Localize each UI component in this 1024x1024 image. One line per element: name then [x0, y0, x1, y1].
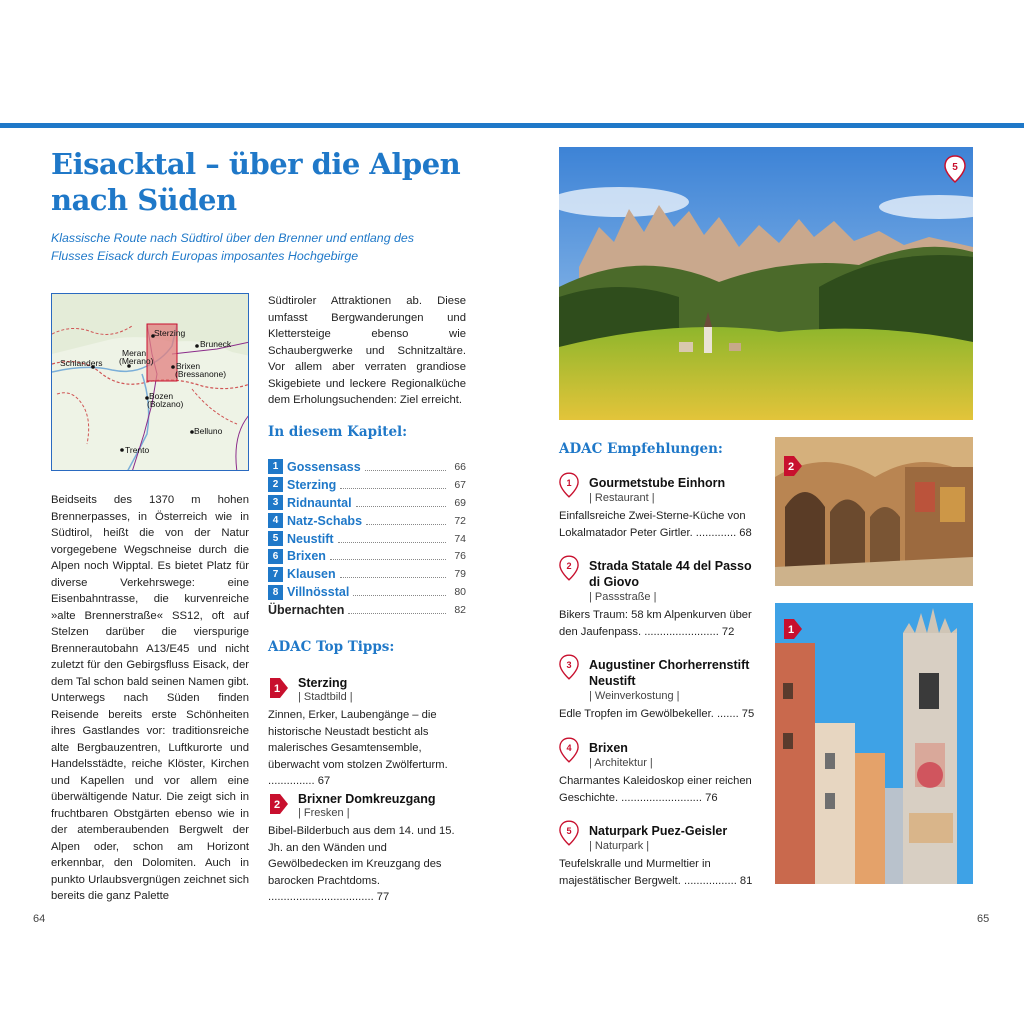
pin-number: 3 [566, 659, 572, 670]
red-arrow-marker-icon [782, 615, 804, 643]
recommendation-description: Bikers Traum: 58 km Alpenkurven über den Jaufenpass. ........................ 72 [559, 609, 752, 638]
toc-item[interactable] [268, 494, 466, 512]
toc-number-badge: 5 [268, 531, 283, 546]
toc-page-number: 82 [454, 604, 466, 617]
toc-item-name: Ridnauntal [287, 495, 352, 510]
toc-item[interactable] [268, 530, 466, 548]
toc-page-number: 76 [454, 550, 466, 563]
tip-description: Bibel-Bilderbuch aus dem 14. und 15. Jh. an den Wänden und Gewölbedecken im Kreuzgang des barocken Prachtdoms. .................................. 77 [268, 825, 455, 903]
toc-item-name: Sterzing [287, 477, 337, 492]
toc-item[interactable] [268, 547, 466, 565]
map-label-sterzing: Sterzing [154, 328, 186, 338]
map-label-belluno: Belluno [194, 426, 223, 436]
toc-leader-dots [365, 463, 446, 471]
recommendation-description: Charmantes Kaleidoskop einer reichen Geschichte. .......................... 76 [559, 775, 752, 804]
map-pin-marker-icon [559, 555, 579, 581]
map-pin-marker-icon [944, 155, 966, 183]
recommendation-name: Brixen [589, 741, 628, 755]
toc-page-number: 66 [454, 460, 466, 473]
photo-marker-number: 1 [787, 624, 795, 636]
tip-description: Zinnen, Erker, Laubengänge – die historische Neustadt besticht als malerisches Gesamtensemble, überwacht vom stolzen Zwölferturm. ............... 67 [268, 709, 448, 787]
red-arrow-marker-icon [782, 452, 804, 480]
pin-number: 1 [566, 477, 572, 488]
toc-leader-dots [348, 606, 446, 614]
map-label-schlanders: Schlanders [60, 358, 103, 368]
red-arrow-marker-icon [268, 790, 290, 818]
map-label-bozen: Bozen [149, 391, 174, 401]
toc-number-badge: 4 [268, 513, 283, 528]
toc-number-badge: 6 [268, 549, 283, 564]
toc-page-number: 80 [454, 586, 466, 599]
toc-item-name: Übernachten [268, 603, 345, 618]
top-rule [0, 123, 1024, 128]
toc-leader-dots [356, 499, 446, 507]
toc-item-name: Villnösstal [287, 585, 350, 600]
toc-leader-dots [340, 570, 446, 578]
map-pin-marker-icon [559, 654, 579, 680]
recommendation-name: Strada Statale 44 del Passo di Giovo [589, 559, 752, 589]
intro-text-col2: Südtiroler Attraktionen ab. Diese umfasst Bergwanderungen und Klettersteige ebenso wie Schaubergwerke und Schnitzaltäre. Vor allem aber verraten grandiose Skigebiete und leckere Regionalküche dem Erholungsuchenden: Ziel erreicht. [268, 295, 466, 406]
tip-marker-number: 1 [273, 683, 281, 695]
toc-page-number: 72 [454, 514, 466, 527]
toc-number-badge: 3 [268, 495, 283, 510]
recommendation-name: Augustiner Chorherrenstift Neustift [589, 658, 750, 688]
region-map [51, 293, 249, 471]
toc-item-name: Neustift [287, 531, 334, 546]
pin-number: 5 [952, 162, 958, 173]
toc-page-number: 74 [454, 532, 466, 545]
tips-heading: ADAC Top Tipps: [268, 639, 395, 655]
zwoelferturm-photo [775, 603, 973, 884]
page-subtitle: Klassische Route nach Südtirol über den Brenner und entlang des Flusses Eisack durch Europas imposantes Hochgebirge [51, 231, 415, 263]
map-pin-marker-icon [559, 820, 579, 846]
map-label-bressanone: (Bressanone) [175, 369, 227, 379]
page-number-right: 65 [977, 913, 990, 925]
map-label-bruneck: Bruneck [200, 339, 232, 349]
red-arrow-marker-icon [268, 674, 290, 702]
recommendation-description: Teufelskralle und Murmeltier in majestätischer Bergwelt. ................. 81 [559, 858, 753, 887]
map-pin-marker-icon [559, 737, 579, 763]
tip-category: | Fresken | [298, 807, 350, 819]
photo-marker-number: 2 [787, 461, 795, 473]
toc-item-name: Klausen [287, 567, 336, 582]
recommendation-category: | Passstraße | [589, 591, 657, 603]
dolomites-photo [559, 147, 973, 420]
toc-item[interactable] [268, 512, 466, 530]
toc-leader-dots [353, 588, 446, 596]
recommendations-heading: ADAC Empfehlungen: [559, 441, 723, 457]
intro-text-col1: Beidseits des 1370 m hohen Brennerpasses, in Österreich wie in Südtirol, heißt die von der Natur vorgegebene Wegschneise durch die Alpen noch Wipptal. Es bietet Platz für diverse Verkehrswege: eine Eisenbahntrasse, die kurvenreiche »alte Brennerstraße« SS12, oft auf Stelzen darüber die vierspurige Brennerautobahn A13/E45 und nicht zuletzt für den Gebirgsfluss Eisack, der dem Tal schon bald seinen Namen gibt. Unterwegs nach Süden finden Reisende bereits erste Schönheiten ihres Gastlandes vor: traditionsreiche alte Bergbauzentren, Luftkurorte und Handelsstädte, reiche Klöster, Kirchen und Kapellen und vor allem eine überwältigende Natur. Die zeigt sich in fruchtbaren Obstgärten ebenso wie in der atemberaubenden Bergwelt der Alpen oder, schon am Horizont erkennbar, den Dolomiten. Auch in punkto Urlaubsvergnügen zeichnet sich bereits die ganz Palette [51, 494, 249, 902]
toc-number-badge: 2 [268, 477, 283, 492]
toc-heading: In diesem Kapitel: [268, 424, 408, 440]
toc-item-name: Gossensass [287, 459, 361, 474]
toc-item-name: Brixen [287, 549, 326, 564]
map-label-trento: Trento [125, 445, 150, 455]
toc-number-badge: 7 [268, 567, 283, 582]
toc-leader-dots [340, 481, 446, 489]
toc-leader-dots [338, 535, 446, 543]
tip-name: Brixner Domkreuzgang [298, 792, 436, 806]
tip-category: | Stadtbild | [298, 691, 353, 703]
recommendation-category: | Architektur | [589, 757, 653, 769]
recommendation-description: Einfallsreiche Zwei-Sterne-Küche von Lokalmatador Peter Girtler. ............. 68 [559, 510, 752, 539]
recommendation-category: | Weinverkostung | [589, 690, 680, 702]
toc-page-number: 69 [454, 496, 466, 509]
toc-item[interactable] [268, 583, 466, 601]
toc-item[interactable] [268, 565, 466, 583]
chapter-toc [268, 458, 466, 619]
map-pin-marker-icon [559, 472, 579, 498]
page-title: Eisacktal – über die Alpen nach Süden [51, 147, 461, 217]
toc-number-badge: 8 [268, 585, 283, 600]
pin-number: 2 [566, 560, 572, 571]
map-label-merano: (Merano) [119, 356, 154, 366]
page-number-left: 64 [33, 913, 46, 925]
recommendation-name: Naturpark Puez-Geisler [589, 824, 728, 838]
toc-page-number: 67 [454, 478, 466, 491]
pin-number: 4 [566, 742, 572, 753]
tip-marker-number: 2 [273, 799, 281, 811]
recommendation-category: | Naturpark | [589, 840, 650, 852]
map-label-meran: Meran [122, 348, 147, 358]
tip-name: Sterzing [298, 676, 348, 690]
map-label-brixen: Brixen [176, 361, 201, 371]
cloister-photo [775, 437, 973, 586]
pin-number: 5 [566, 825, 572, 836]
toc-item[interactable] [268, 601, 466, 619]
toc-item[interactable] [268, 458, 466, 476]
map-label-bolzano: (Bolzano) [147, 399, 184, 409]
recommendation-name: Gourmetstube Einhorn [589, 476, 726, 490]
toc-number-badge: 1 [268, 459, 283, 474]
toc-leader-dots [330, 552, 446, 560]
toc-leader-dots [366, 517, 446, 525]
toc-item[interactable] [268, 476, 466, 494]
toc-item-name: Natz-Schabs [287, 513, 363, 528]
recommendation-description: Edle Tropfen im Gewölbekeller. ....... 75 [559, 708, 755, 720]
recommendation-category: | Restaurant | [589, 492, 655, 504]
toc-page-number: 79 [454, 568, 466, 581]
